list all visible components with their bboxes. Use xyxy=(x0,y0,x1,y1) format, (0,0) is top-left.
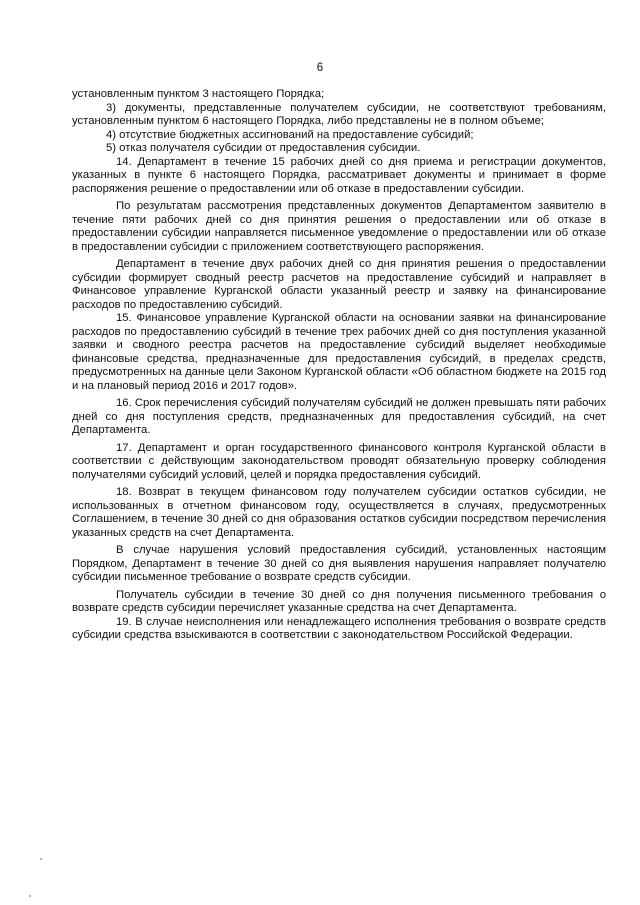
paragraph-15: 15. Финансовое управление Курганской области на основании заявки на финансирование расходов по предоставлению субсидий в течение трех рабочих дней со дня поступления указанной заявки и сводного реестра расчетов на предоставление субсидий выделяет необходимые финансовые средства, предназначенные для предоставления субсидий, в пределах средств, предусмотренных на данные цели Законом Курганской области «Об областном бюджете на 2015 год и на плановый период 2016 и 2017 годов». xyxy=(72,312,606,392)
paragraph-violation: В случае нарушения условий предоставления субсидий, установленных настоящим Порядком, Департамент в течение 30 дней со дня выявления нарушения направляет получателю субсидии письменное требование о возврате средств субсидии. xyxy=(72,544,606,583)
paragraph-continuation: установленным пунктом 3 настоящего Порядка; xyxy=(72,88,325,100)
paragraph-item-4: 4) отсутствие бюджетных ассигнований на предоставление субсидий; xyxy=(106,128,474,141)
paragraph-18: 18. Возврат в текущем финансовом году получателем субсидии остатков субсидии, не использованных в отчетном финансовом году, осуществляется в случаях, предусмотренных Соглашением, в течение 30 дней со дня образования остатков субсидии посредством перечисления указанных средств на счет Департамента. xyxy=(72,486,606,539)
scan-speck xyxy=(29,895,31,897)
paragraph-registry: Департамент в течение двух рабочих дней со дня принятия решения о предоставлении субсидии формирует сводный реестр расчетов на предоставление субсидий и направляет в Финансовое управление Курганской области указанный реестр и заявку на финансирование расходов по предоставлению субсидий. xyxy=(72,258,606,311)
paragraph-14: 14. Департамент в течение 15 рабочих дней со дня приема и регистрации документов, указанных в пункте 6 настоящего Порядка, рассматривает документы и принимает в форме распоряжения решение о предоставлении или об отказе в предоставлении субсидии. xyxy=(72,155,606,195)
paragraph-item-3: 3) документы, представленные получателем субсидии, не соответствуют требованиям, установленным пунктом 6 настоящего Порядка, либо представлены не в полном объеме; xyxy=(72,101,606,127)
paragraph-review-results: По результатам рассмотрения представленных документов Департаментом заявителю в течение пяти рабочих дней со дня принятия решения о предоставлении или об отказе в предоставлении субсидии направляется письменное уведомление о предоставлении или об отказе в предоставлении субсидии с приложением соответствующего распоряжения. xyxy=(72,200,606,253)
document-body xyxy=(72,88,606,643)
paragraph-17: 17. Департамент и орган государственного финансового контроля Курганской области в соответствии с действующим законодательством проводят обязательную проверку соблюдения получателями субсидий условий, целей и порядка предоставления субсидий. xyxy=(72,441,606,481)
paragraph-item-5: 5) отказ получателя субсидии от предоставления субсидии. xyxy=(106,142,421,154)
scan-speck xyxy=(40,858,42,860)
paragraph-16: 16. Срок перечисления субсидий получателям субсидий не должен превышать пяти рабочих дней со дня поступления средств, предназначенных для предоставления субсидий, на счет Департамента. xyxy=(72,397,606,436)
paragraph-19: 19. В случае неисполнения или ненадлежащего исполнения требования о возврате средств субсидии средства взыскиваются в соответствии с законодательством Российской Федерации. xyxy=(72,615,606,641)
page-number: 6 xyxy=(316,62,324,74)
paragraph-recipient-return: Получатель субсидии в течение 30 дней со дня получения письменного требования о возврате средств субсидии перечисляет указанные средства на счет Департамента. xyxy=(72,588,606,614)
